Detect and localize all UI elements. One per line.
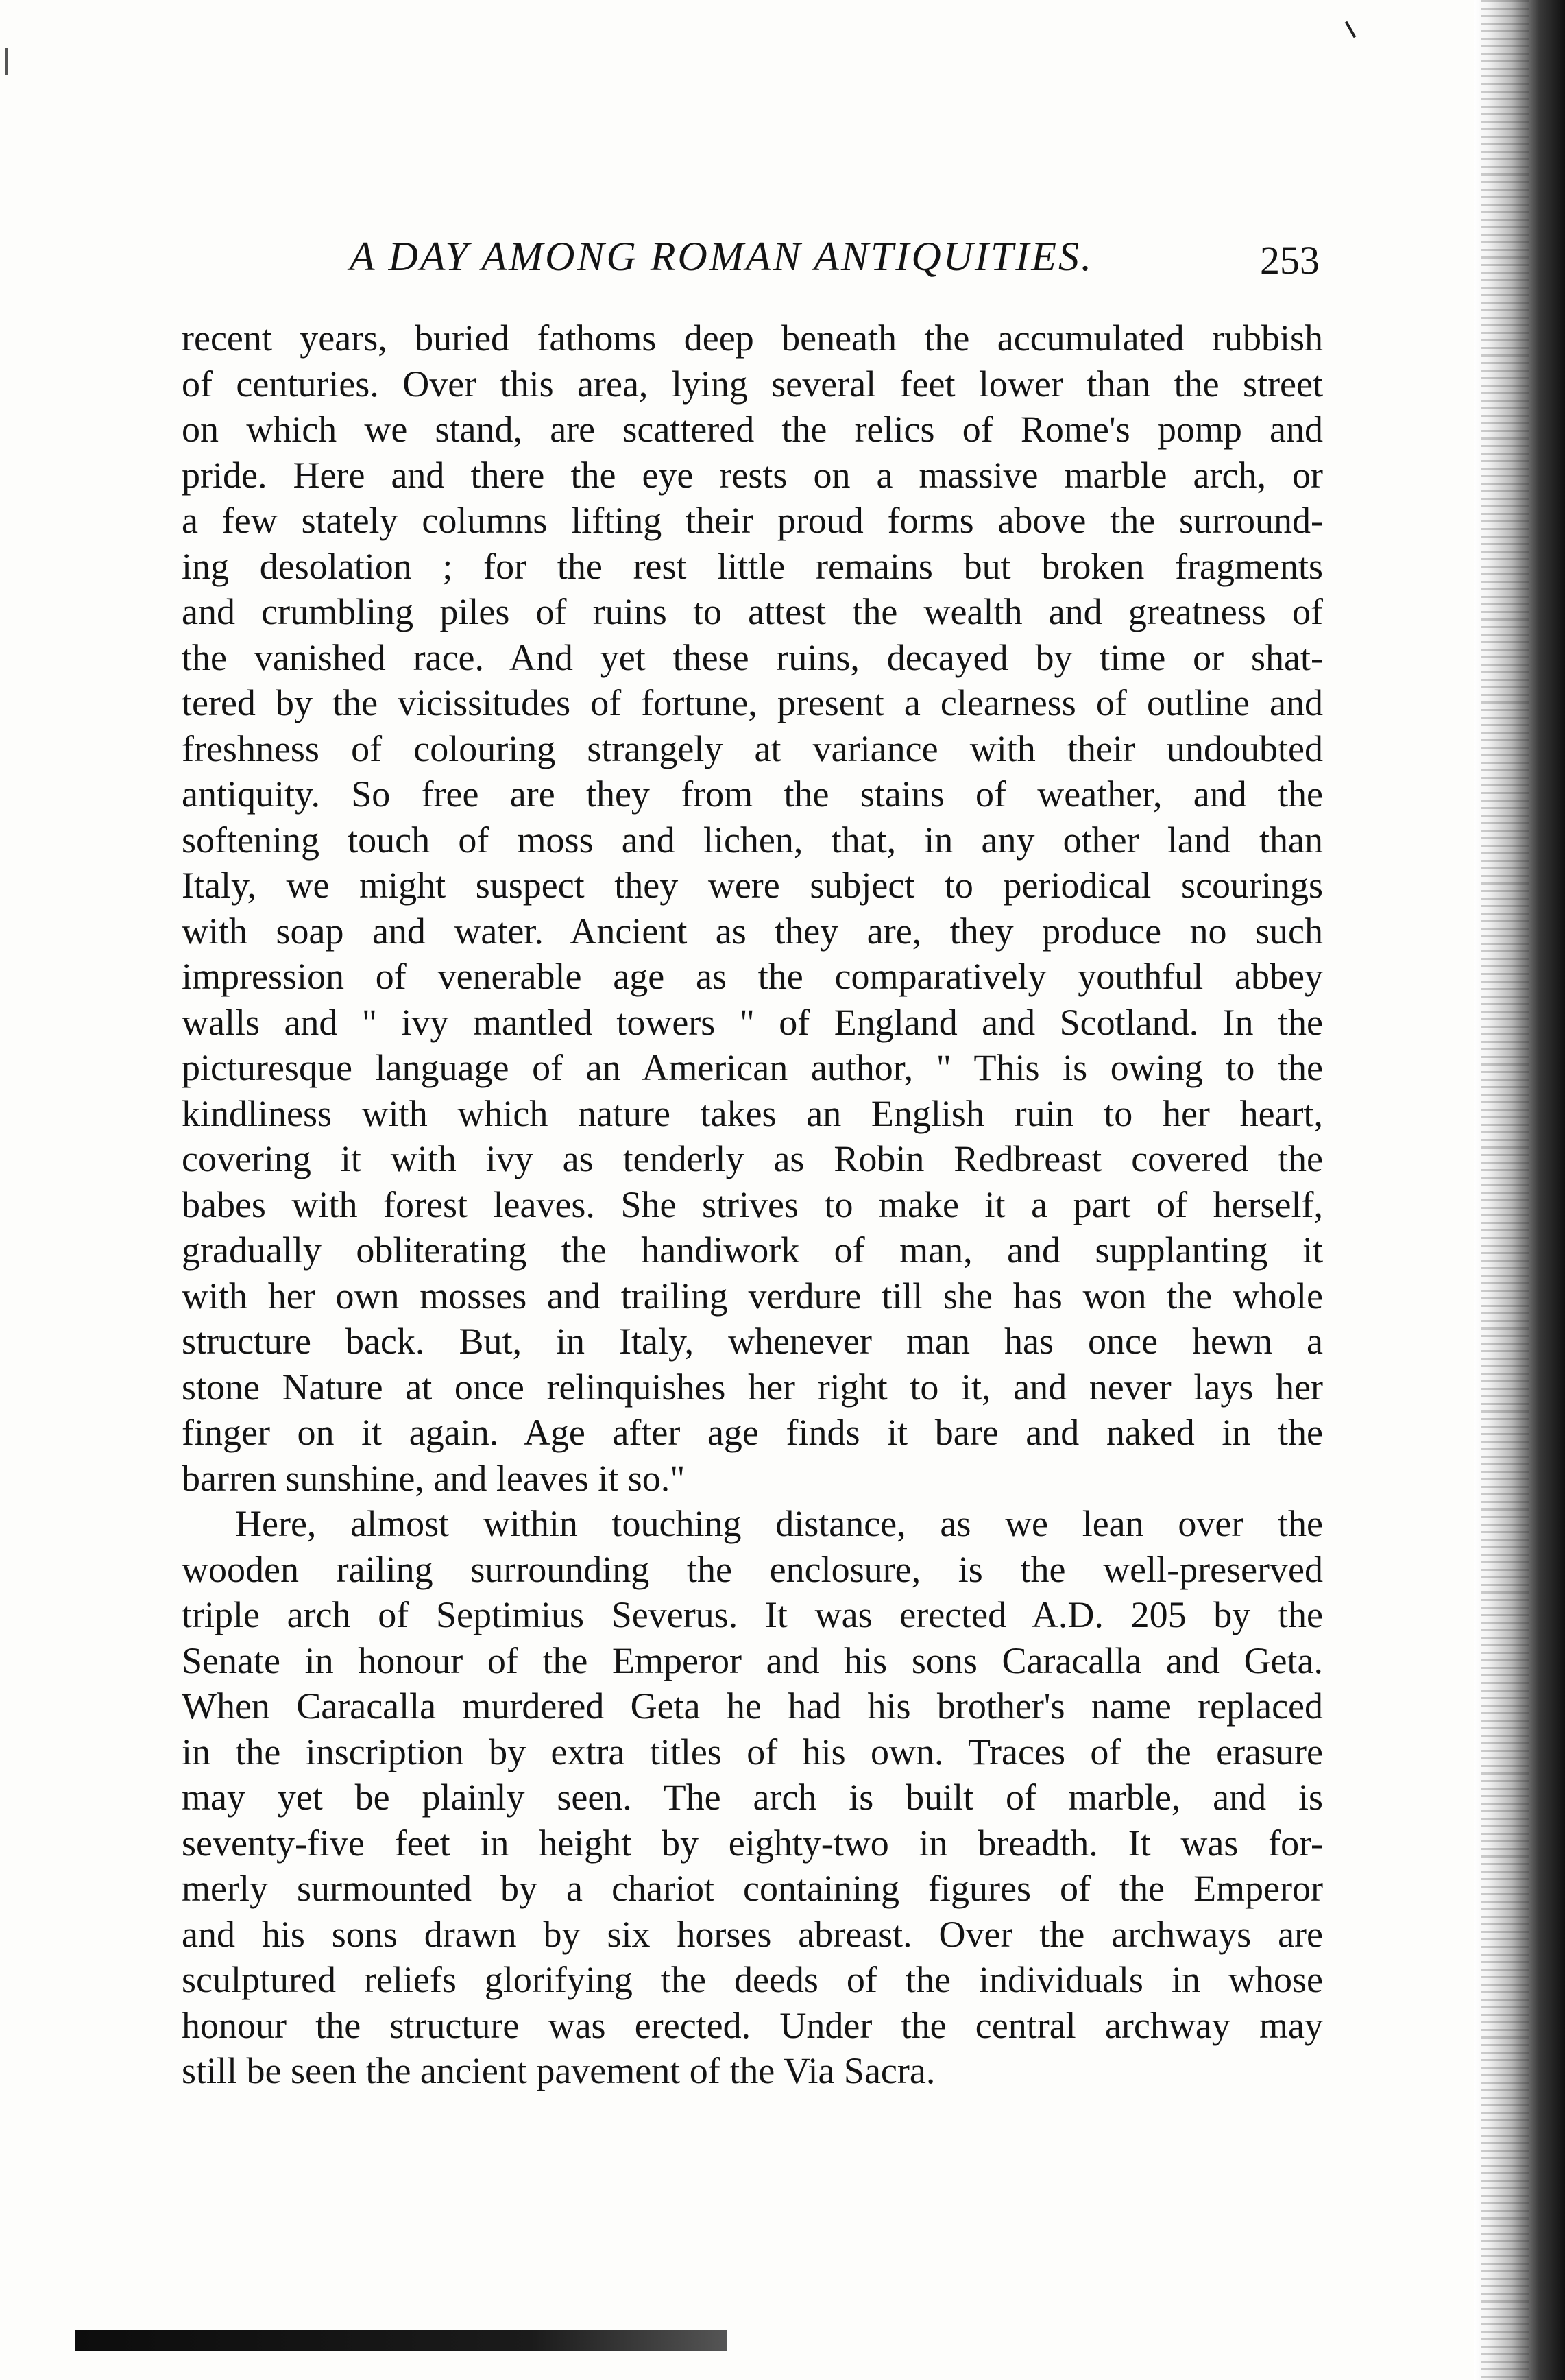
text-line: antiquity. So free are they from the stains of weather, and the <box>182 773 1323 815</box>
text-line: wooden railing surrounding the enclosure, is the well-preserved <box>182 1548 1323 1590</box>
text-line: in the inscription by extra titles of his own. Traces of the erasure <box>182 1731 1323 1772</box>
text-line: sculptured reliefs glorifying the deeds of the individuals in whose <box>182 1959 1323 2000</box>
running-head <box>178 233 1320 295</box>
text-line: structure back. But, in Italy, whenever man has once hewn a <box>182 1321 1323 1362</box>
paragraph-2 <box>182 1501 1323 2094</box>
text-line: the vanished race. And yet these ruins, decayed by time or shat- <box>182 636 1323 678</box>
text-line: recent years, buried fathoms deep beneath the accumulated rubbish <box>182 317 1323 359</box>
text-line: Here, almost within touching distance, as we lean over the <box>235 1503 1323 1544</box>
text-line: merly surmounted by a chariot containing figures of the Emperor <box>182 1868 1323 1909</box>
text-line: impression of venerable age as the comparatively youthful abbey <box>182 956 1323 997</box>
text-line: Italy, we might suspect they were subject to periodical scourings <box>182 865 1323 906</box>
text-line: tered by the vicissitudes of fortune, present a clearness of outline and <box>182 682 1323 723</box>
text-line: triple arch of Septimius Severus. It was erected A.D. 205 by the <box>182 1594 1323 1635</box>
text-line: and crumbling piles of ruins to attest the wealth and greatness of <box>182 591 1323 632</box>
text-line: gradually obliterating the handiwork of man, and supplanting it <box>182 1229 1323 1271</box>
text-line: ing desolation ; for the rest little remains but broken fragments <box>182 545 1323 587</box>
text-line: softening touch of moss and lichen, that, in any other land than <box>182 819 1323 861</box>
text-line: may yet be plainly seen. The arch is built of marble, and is <box>182 1777 1323 1818</box>
text-line: pride. Here and there the eye rests on a massive marble arch, or <box>182 454 1323 496</box>
text-line: of centuries. Over this area, lying several feet lower than the street <box>182 363 1323 405</box>
text-line: covering it with ivy as tenderly as Robin Redbreast covered the <box>182 1138 1323 1179</box>
text-line: with soap and water. Ancient as they are, they produce no such <box>182 910 1323 952</box>
body-text <box>182 315 1323 2094</box>
text-line: walls and " ivy mantled towers " of England and Scotland. In the <box>182 1001 1323 1043</box>
paragraph-1 <box>182 315 1323 1501</box>
text-line: barren sunshine, and leaves it so." <box>182 1457 686 1499</box>
text-line: on which we stand, are scattered the relics of Rome's pomp and <box>182 409 1323 450</box>
scan-mark <box>5 48 8 75</box>
text-line: finger on it again. Age after age finds it bare and naked in the <box>182 1412 1323 1453</box>
scan-mark <box>1345 21 1356 38</box>
text-line: with her own mosses and trailing verdure till she has won the whole <box>182 1275 1323 1317</box>
page-number: 253 <box>1260 238 1320 283</box>
text-line: kindliness with which nature takes an English ruin to her heart, <box>182 1092 1323 1134</box>
running-title: A DAY AMONG ROMAN ANTIQUITIES. <box>350 234 1094 279</box>
text-line: freshness of colouring strangely at variance with their undoubted <box>182 728 1323 769</box>
text-line: picturesque language of an American author, " This is owing to the <box>182 1047 1323 1088</box>
text-line: and his sons drawn by six horses abreast. Over the archways are <box>182 1913 1323 1955</box>
text-line: stone Nature at once relinquishes her right to it, and never lays her <box>182 1366 1323 1408</box>
text-line: honour the structure was erected. Under the central archway may <box>182 2004 1323 2046</box>
text-line: babes with forest leaves. She strives to make it a part of herself, <box>182 1183 1323 1225</box>
text-line: seventy-five feet in height by eighty-two in breadth. It was for- <box>182 1822 1323 1864</box>
bottom-edge-rule <box>75 2330 727 2351</box>
text-line: a few stately columns lifting their proud forms above the surround- <box>182 500 1323 541</box>
book-spine-texture <box>1481 0 1529 2380</box>
text-line: still be seen the ancient pavement of the Via Sacra. <box>182 2050 936 2091</box>
text-line: Senate in honour of the Emperor and his sons Caracalla and Geta. <box>182 1639 1323 1681</box>
text-line: When Caracalla murdered Geta he had his brother's name replaced <box>182 1685 1323 1727</box>
